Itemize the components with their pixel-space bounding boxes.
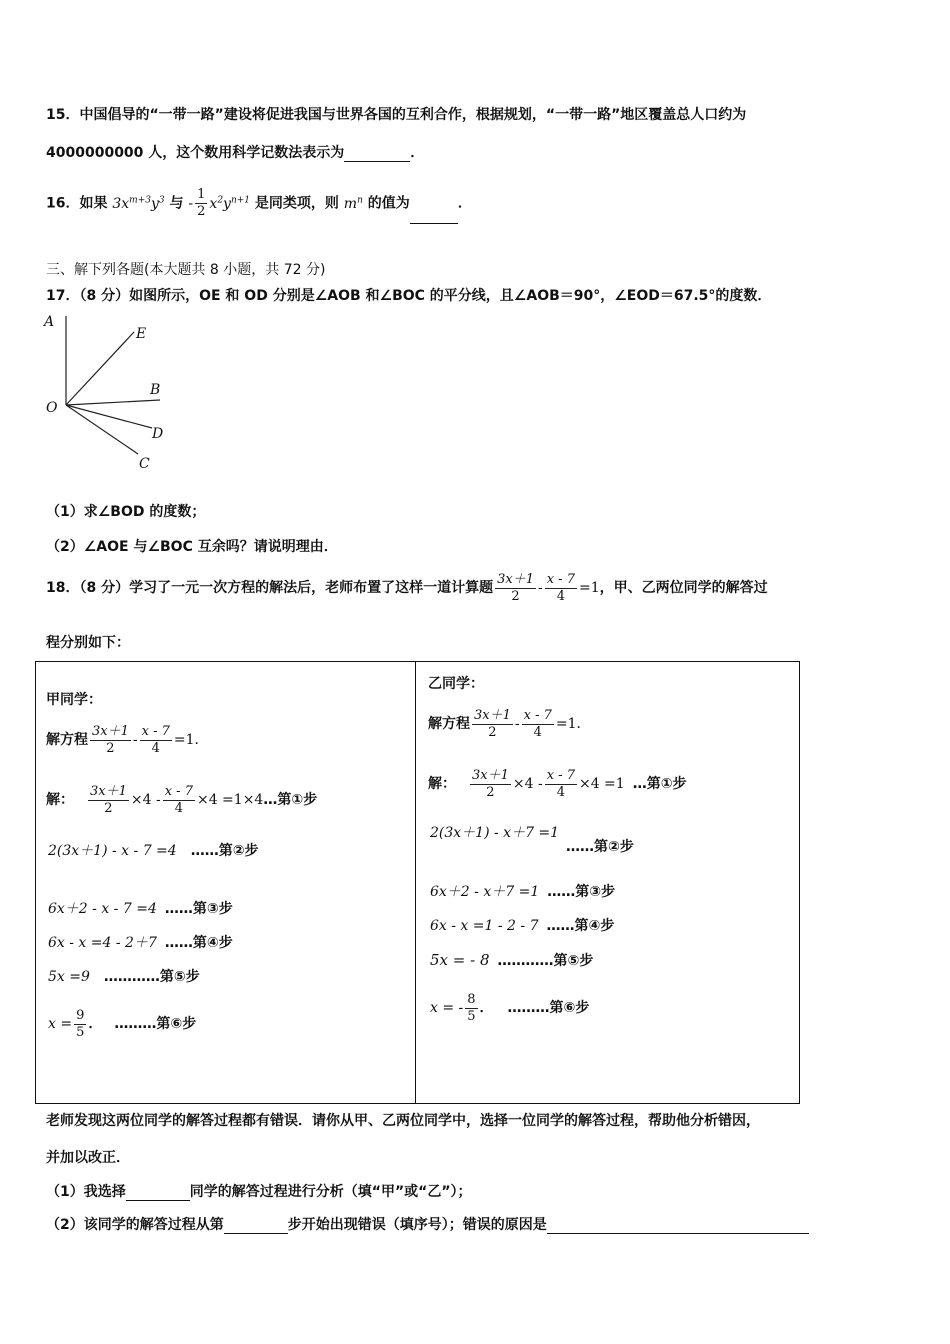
jia-step2: 2(3x＋1) - x - 7 =4 ……第②步 — [48, 843, 259, 859]
label-D: D — [152, 426, 164, 442]
yi-step2-label: ……第②步 — [566, 839, 634, 855]
yi-step2: 2(3x＋1) - x＋7 =1 — [430, 825, 560, 841]
q16-line — [46, 180, 472, 220]
q15-text: 4000000000 人，这个数用科学记数法表示为 — [46, 145, 345, 161]
q16-answer-blank[interactable] — [410, 209, 458, 224]
q18-sub2: （2）该同学的解答过程从第 步开始出现错误（填序号）；错误的原因是 — [46, 1214, 809, 1234]
yi-step4: 6x - x =1 - 2 - 7 ……第④步 — [430, 918, 615, 934]
q16-end: 的值为 — [367, 195, 410, 212]
q18-frac2: $\frac{x - 7}{4}$ — [546, 571, 575, 604]
q15-line1: 15．中国倡导的“一带一路”建设将促进我国与世界各国的互利合作，根据规划，“一带一路”地区覆盖总人口约为 — [46, 107, 747, 123]
ray-OE — [66, 332, 134, 405]
ray-OC — [66, 405, 138, 454]
label-A: A — [44, 314, 55, 330]
label-E: E — [136, 326, 147, 342]
q15-period: ． — [410, 145, 425, 161]
label-B: B — [150, 382, 161, 398]
q18-sub1: （1）我选择 同学的解答过程进行分析（填“甲”或“乙”）； — [46, 1184, 472, 1200]
ray-OB — [66, 400, 160, 405]
q15-answer-blank[interactable] — [344, 147, 410, 162]
yi-step3: 6x＋2 - x＋7 =1 ……第③步 — [430, 884, 616, 900]
q18-stem-tail: ，甲、乙两位同学的解答过 — [599, 580, 768, 596]
q16-period: ． — [457, 195, 472, 212]
ray-OD — [66, 405, 152, 428]
angle-figure — [40, 308, 180, 478]
jia-solve: 解方程 $\frac{3x+1}{2}$ - $\frac{x - 7}{4}$ =1． — [46, 723, 209, 756]
q16-mn: $m^n$ — [343, 195, 363, 212]
yi-step6: x = - $\frac{8}{5}$ ． ………第⑥步 — [430, 991, 590, 1024]
jia-step4: 6x - x =4 - 2＋7 ……第④步 — [48, 935, 233, 951]
q18-after1: 老师发现这两位同学的解答过程都有错误．请你从甲、乙两位同学中，选择一位同学的解答过程，帮助他分析错因， — [46, 1113, 760, 1129]
jia-step6: x = $\frac{9}{5}$ ． ………第⑥步 — [48, 1007, 197, 1040]
q17-stem: 17．（8 分）如图所示，OE 和 OD 分别是∠AOB 和∠BOC 的平分线，且∠AOB＝90°，∠EOD＝67.5°的度数． — [46, 288, 772, 304]
yi-solve: 解方程 $\frac{3x+1}{2}$ - $\frac{x - 7}{4}$ =1． — [428, 707, 591, 740]
section-title: 三、解下列各题(本大题共 8 小题，共 72 分) — [46, 262, 326, 278]
q18-stem: 18．（8 分）学习了一元一次方程的解法后，老师布置了这样一道计算题 $\frac{3x+1}{2}$ - $\frac{x - 7}{4}$ =1，甲、乙两位同学的解答过 — [46, 571, 768, 604]
q16-term1: $3x^{m+3}y^3$ — [112, 195, 165, 212]
q18-frac1: $\frac{3x+1}{2}$ — [497, 571, 534, 604]
q15-line2 — [46, 142, 424, 162]
yi-step5: 5x = - 8 …………第⑤步 — [430, 951, 594, 969]
label-C: C — [139, 456, 150, 472]
q18-stem-line2: 程分别如下： — [46, 635, 130, 651]
q18-step-blank[interactable] — [224, 1219, 288, 1234]
label-O: O — [46, 400, 58, 416]
q16-minus: - — [188, 195, 194, 212]
q16-term2: $x^2y^{n+1}$ — [209, 195, 251, 212]
yi-step1: 解： $\frac{3x+1}{2}$ ×4 - $\frac{x - 7}{4}$ ×4 =1 …第①步 — [428, 767, 687, 800]
q18-after2: 并加以改正． — [46, 1150, 130, 1166]
jia-step5: 5x =9 …………第⑤步 — [48, 969, 200, 985]
q16-with: 与 — [169, 195, 184, 212]
q18-stem-text: 18．（8 分）学习了一元一次方程的解法后，老师布置了这样一道计算题 — [46, 580, 494, 596]
q16-fraction: $\frac{1}{2}$ — [197, 187, 206, 220]
q17-sub2: （2）∠AOE 与∠BOC 互余吗？请说明理由． — [46, 539, 338, 555]
q16-mid: 是同类项，则 — [254, 195, 339, 212]
jia-step3: 6x＋2 - x - 7 =4 ……第③步 — [48, 901, 233, 917]
q17-sub1: （1）求∠BOD 的度数； — [46, 504, 206, 520]
jia-title: 甲同学： — [46, 692, 102, 708]
q18-choice-blank[interactable] — [126, 1186, 190, 1201]
yi-title: 乙同学： — [428, 676, 484, 692]
q16-prefix: 16．如果 — [46, 195, 108, 212]
q18-reason-blank[interactable] — [547, 1219, 809, 1234]
jia-step1: 解： $\frac{3x+1}{2}$ ×4 - $\frac{x - 7}{4}$ ×4 =1×4…第①步 — [46, 783, 318, 816]
